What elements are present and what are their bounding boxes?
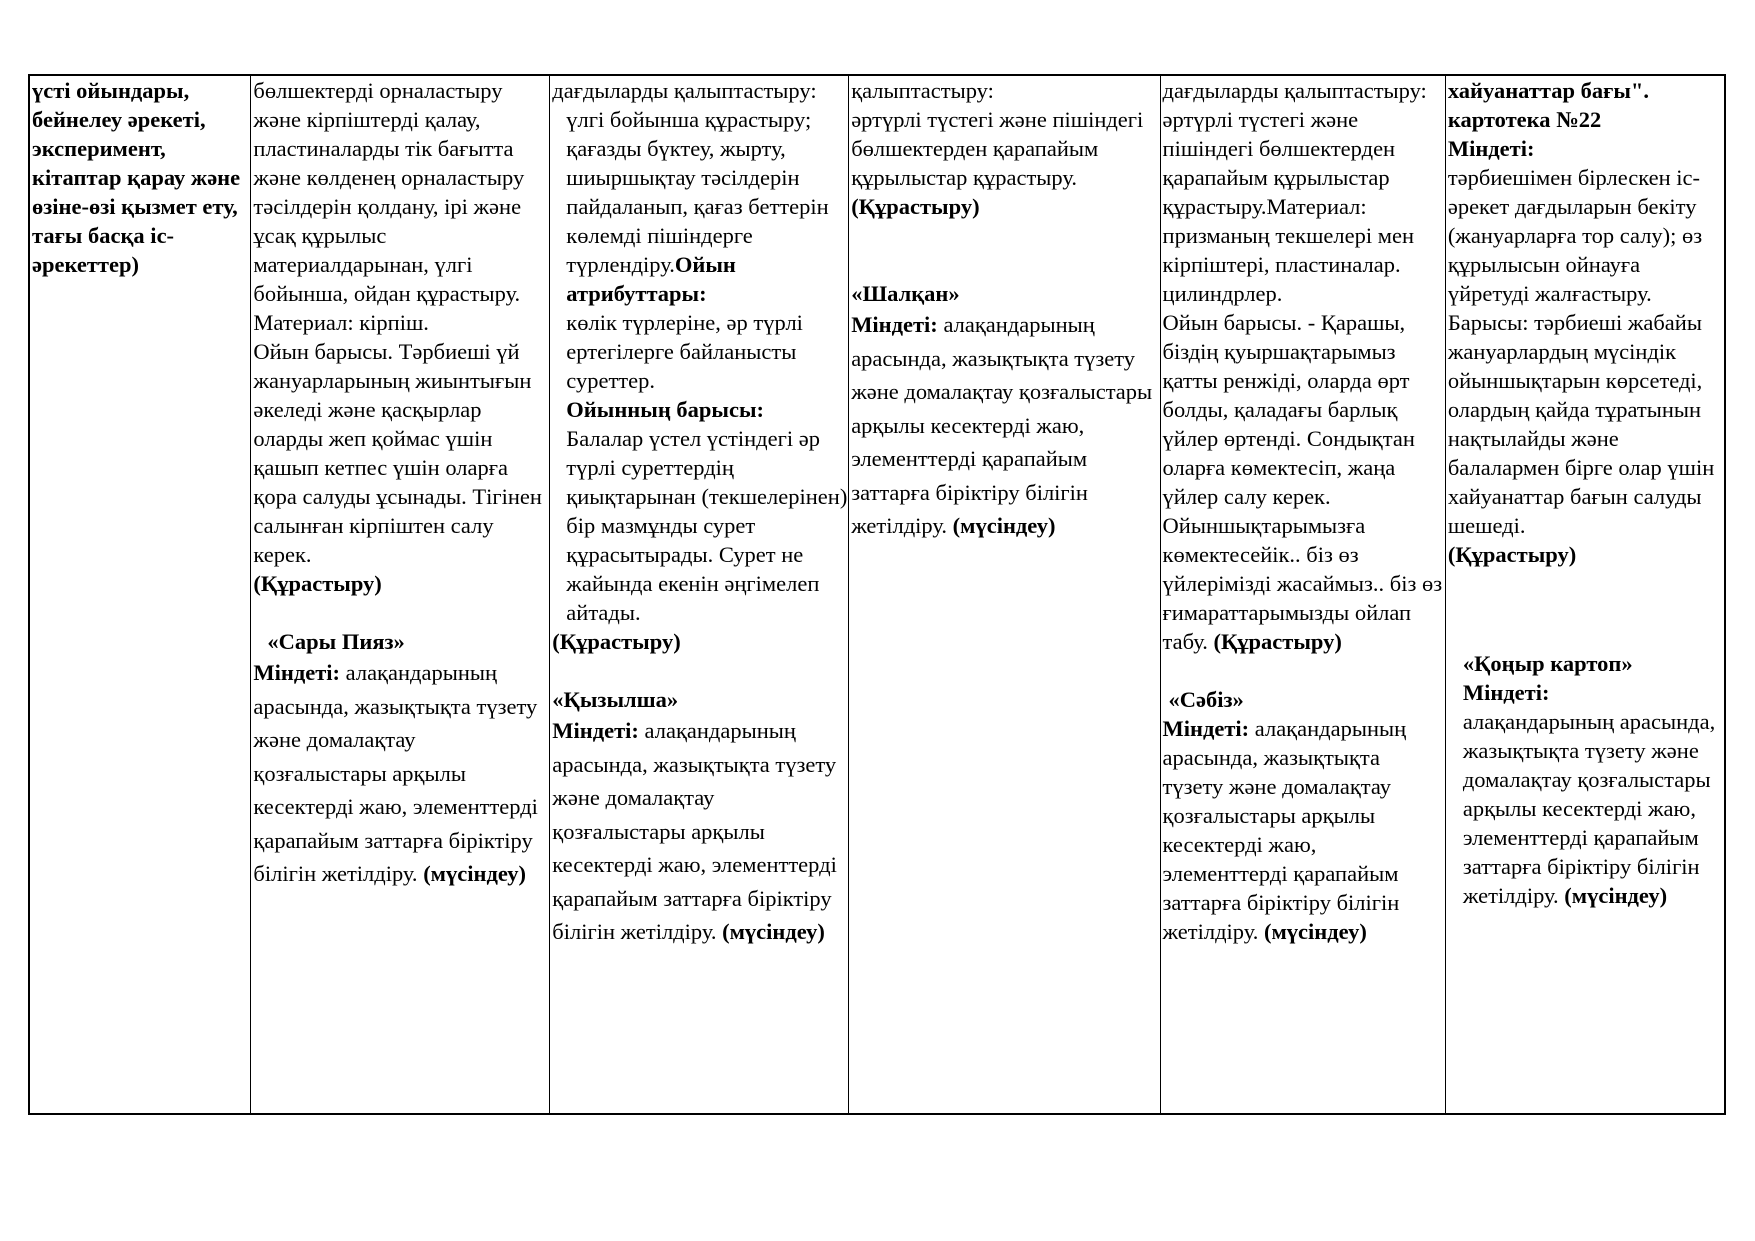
activity-tag: (мүсіндеу) xyxy=(722,919,825,944)
game-title: «Сәбіз» xyxy=(1168,687,1244,712)
task-paragraph xyxy=(1163,714,1445,946)
attributes-text: көлік түрлеріне, әр түрлі ертегілерге байланысты суреттер. xyxy=(566,310,803,393)
task-paragraph xyxy=(1448,678,1724,910)
task-label: Міндеті: xyxy=(253,660,341,685)
construction-cell-5 xyxy=(1445,75,1725,1114)
activity-types-cell xyxy=(29,75,251,1114)
construction-cell-3 xyxy=(849,75,1160,1114)
document-page xyxy=(28,74,1726,1115)
process-text: Балалар үстел үстіндегі әр түрлі суреттердің қиықтарынан (текшелерінен) бір мазмұнды сурет құрасытырады. Сурет не жайында екенін әңгімелеп айтады. xyxy=(566,426,848,625)
task-label: Міндеті: xyxy=(851,312,938,337)
construction-cell-4 xyxy=(1160,75,1445,1114)
cell-intro: дағдыларды қалыптастыру: xyxy=(552,78,817,103)
cell-body: әртүрлі түстегі және пішіндегі бөлшектерден қарапайым құрылыстар құрастыру. xyxy=(851,107,1144,190)
game-title: «Сары Пияз» xyxy=(267,629,405,654)
activity-plan-table xyxy=(28,74,1726,1115)
cell-material: Материал: кірпіш. xyxy=(253,310,429,335)
cell-process: Барысы: тәрбиеші жабайы жануарлардың мүсіндік ойыншықтарын көрсетеді, олардың қайда тұратынын нақтылайды және балалармен бірге олар үшін хайуанаттар бағын салуды шешеді. xyxy=(1447,310,1715,538)
game-title: «Қызылша» xyxy=(552,687,679,712)
task-text: тәрбиешімен бірлескен іс-әрекет дағдыларын бекіту (жануарларға тор салу); өз құрылысын ойнауға үйретуді жалғастыру. xyxy=(1447,165,1703,306)
activity-tag: (Құрастыру) xyxy=(253,571,382,596)
activity-tag: (мүсіндеу) xyxy=(1263,919,1367,944)
cell-intro: дағдыларды қалыптастыру: xyxy=(1162,78,1427,103)
activity-tag: (Құрастыру) xyxy=(552,629,681,654)
task-text: алақандарының арасында, жазықтықта түзету және домалақтау қозғалыстары арқылы кесектерді жаю, элементтерді қарапайым заттарға біріктіру білігін жетілдіру. xyxy=(851,312,1153,538)
activity-types-text: үсті ойындары, бейнелеу әрекеті, эксперимент, кітаптар қарау және өзіне-өзі қызмет ету, тағы басқа іс-әрекеттер) xyxy=(32,78,241,277)
task-label: Міндеті: xyxy=(1162,716,1250,741)
task-text: алақандарының арасында, жазықтықта түзету және домалақтау қозғалыстары арқылы кесектерді жаю, элементтерді қарапайым заттарға біріктіру білігін жетілдіру. xyxy=(253,660,538,886)
activity-tag: (мүсіндеу) xyxy=(952,513,1056,538)
task-label: Міндеті: xyxy=(1447,136,1535,161)
cell-body xyxy=(552,105,848,627)
task-paragraph xyxy=(552,714,848,949)
task-label: Міндеті: xyxy=(1462,680,1550,705)
cell-heading: хайуанаттар бағы". картотека №22 xyxy=(1447,78,1649,132)
task-text: алақандарының арасында, жазықтықта түзету және домалақтау қозғалыстары арқылы кесектерді жаю, элементтерді қарапайым заттарға біріктіру білігін жетілдіру. xyxy=(1462,709,1716,908)
process-label: Ойынның барысы: xyxy=(566,397,765,422)
game-title: «Шалқан» xyxy=(851,281,960,306)
cell-body-text: үлгі бойынша құрастыру; қағазды бүктеу, жырту, шиыршықтау тәсілдерін пайдаланып, қағаз беттерін көлемді пішіндерге түрлендіру. xyxy=(566,107,829,277)
task-paragraph xyxy=(851,308,1159,543)
game-title: «Қоңыр картоп» xyxy=(1462,651,1633,676)
activity-tag: (Құрастыру) xyxy=(1213,629,1342,654)
attributes-label: Ойын атрибуттары: xyxy=(566,252,736,306)
activity-tag: (Құрастыру) xyxy=(1447,542,1577,567)
cell-process xyxy=(1163,308,1445,656)
cell-intro: бөлшектерді орналастыру және кірпіштерді қалау, пластиналарды тік бағытта және көлденең орналастыру тәсілдерін қолдану, ірі және ұсақ құрылыс материалдарынан, үлгі бойынша, ойдан құрастыру. xyxy=(253,78,525,306)
cell-intro: қалыптастыру: xyxy=(851,78,994,103)
activity-tag: (Құрастыру) xyxy=(851,194,980,219)
cell-body: әртүрлі түстегі және пішіндегі бөлшектерден қарапайым құрылыстар құрастыру.Материал: призманың текшелері мен кірпіштері, пластиналар. цилиндрлер. xyxy=(1162,107,1414,306)
activity-tag: (мүсіндеу) xyxy=(1564,883,1668,908)
table-row xyxy=(29,75,1725,1114)
task-label: Міндеті: xyxy=(552,718,639,743)
task-text: алақандарының арасында, жазықтықта түзету және домалақтау қозғалыстары арқылы кесектерді жаю, элементтерді қарапайым заттарға біріктіру білігін жетілдіру. xyxy=(552,718,837,944)
activity-tag: (мүсіндеу) xyxy=(423,861,527,886)
cell-process: Ойын барысы. Тәрбиеші үй жануарларының жиынтығын әкеледі және қасқырлар оларды жеп қоймас үшін қашып кетпес үшін оларға қора салуды ұсынады. Тігінен салынған кірпіштен салу керек. xyxy=(253,339,542,567)
task-paragraph xyxy=(253,656,549,891)
task-text: алақандарының арасында, жазықтықта түзету және домалақтау қозғалыстары арқылы кесектерді жаю, элементтерді қарапайым заттарға біріктіру білігін жетілдіру. xyxy=(1162,716,1407,944)
construction-cell-2 xyxy=(550,75,849,1114)
construction-cell-1 xyxy=(251,75,550,1114)
process-text: Ойын барысы. - Қарашы, біздің қуыршақтарымыз қатты ренжіді, оларда өрт болды, қаладағы барлық үйлер өртенді. Сондықтан оларға көмектесіп, жаңа үйлер салу керек. Ойыншықтарымызға көмектесейік.. біз өз үйлерімізді жасаймыз.. біз өз ғимараттарымызды ойлап табу. xyxy=(1162,310,1443,654)
